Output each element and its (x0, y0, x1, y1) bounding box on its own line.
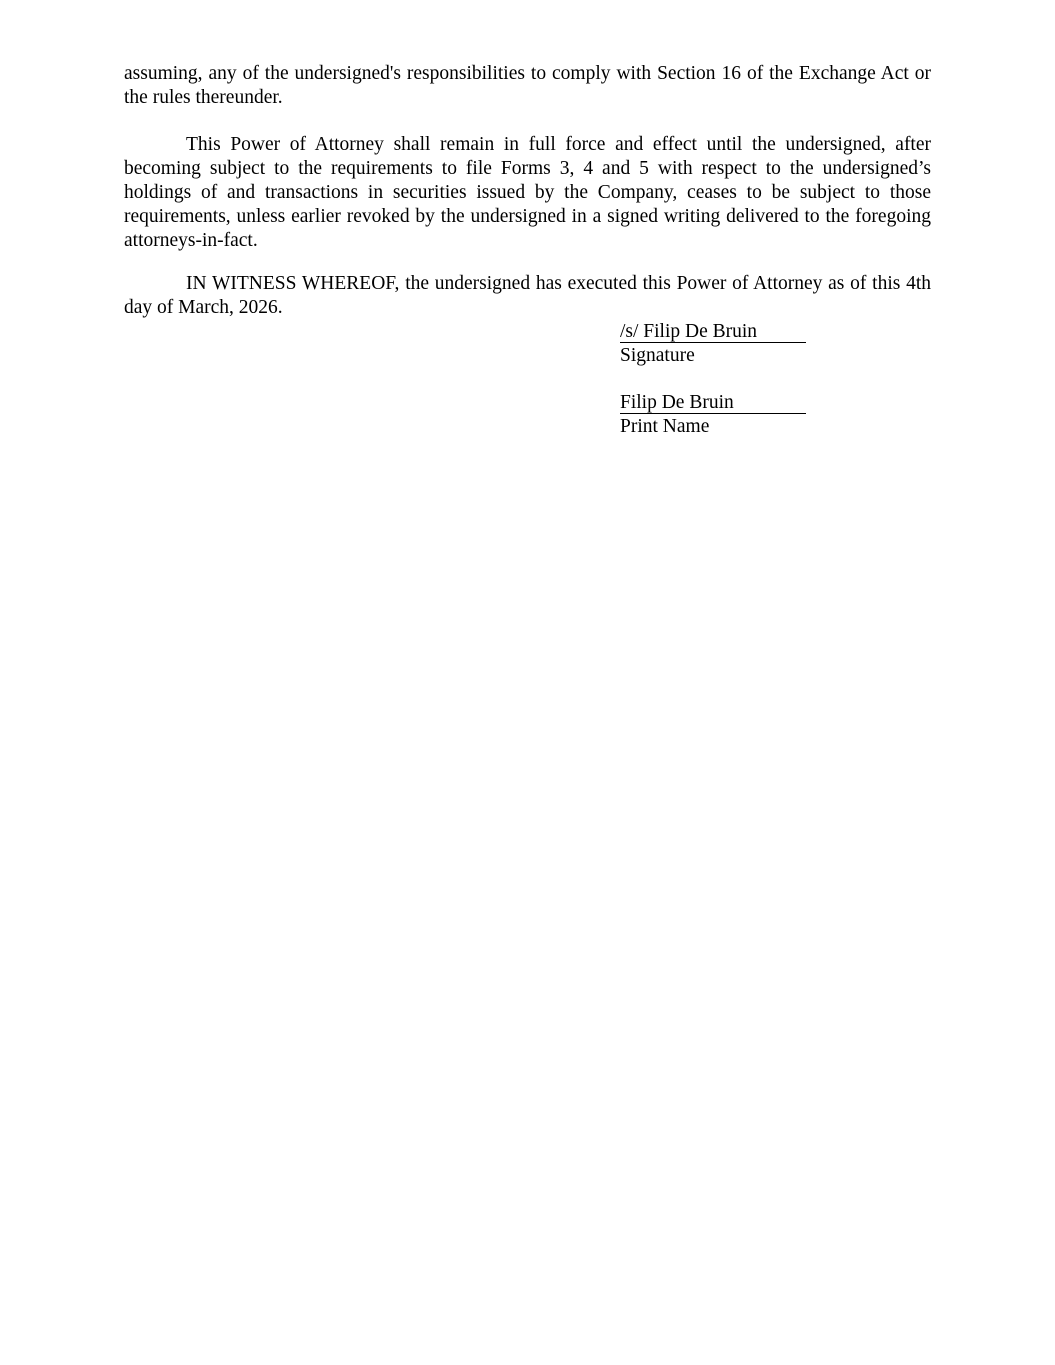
signature-label: Signature (620, 345, 695, 366)
print-name-label: Print Name (620, 416, 710, 437)
paragraph-duration: This Power of Attorney shall remain in full force and effect until the undersigned, after becoming subject to the requirements to file Forms 3, 4 and 5 with respect to the undersigned’s holdings of and transactions in securities issued by the Company, ceases to be subject to those requirements, unless earlier revoked by the undersigned in a signed writing delivered to the foregoing attorneys-in-fact. (124, 134, 931, 251)
print-name-block (620, 391, 880, 439)
print-name-value: Filip De Bruin (620, 392, 806, 414)
paragraph-continuation: assuming, any of the undersigned's responsibilities to comply with Section 16 of the Exchange Act or the rules thereunder. (124, 63, 931, 108)
paragraph-witness: IN WITNESS WHEREOF, the undersigned has executed this Power of Attorney as of this 4th day of March, 2026. (124, 273, 931, 318)
signature-value: /s/ Filip De Bruin (620, 321, 806, 343)
signature-block (620, 320, 880, 368)
